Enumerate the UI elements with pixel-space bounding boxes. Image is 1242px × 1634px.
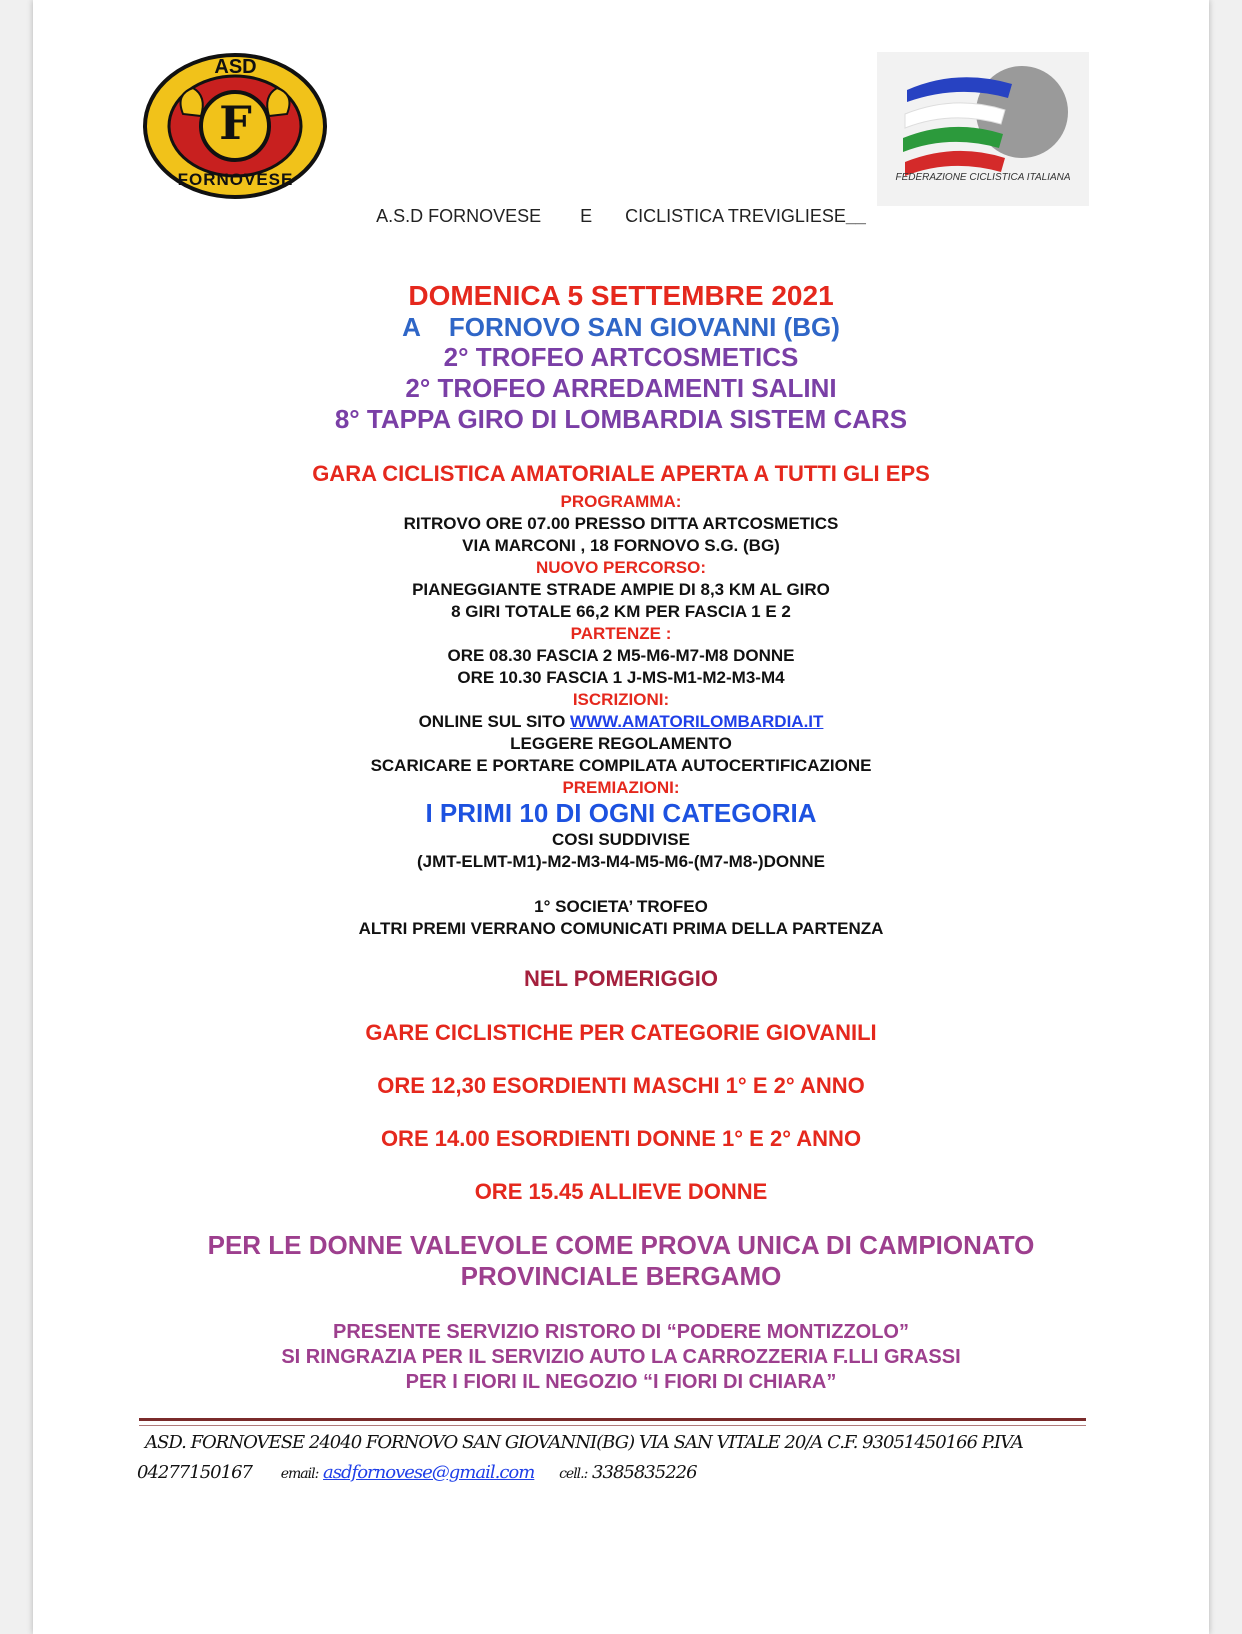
afternoon-slot-1: ORE 12,30 ESORDIENTI MASCHI 1° E 2° ANNO bbox=[377, 1073, 865, 1098]
programma-label: PROGRAMMA: bbox=[560, 492, 682, 511]
percorso-line-2: 8 GIRI TOTALE 66,2 KM PER FASCIA 1 E 2 bbox=[451, 602, 791, 621]
thanks-line-1: PRESENTE SERVIZIO RISTORO DI “PODERE MONTIZZOLO” bbox=[333, 1321, 909, 1343]
partenza-line-2: ORE 10.30 FASCIA 1 J-MS-M1-M2-M3-M4 bbox=[457, 668, 785, 687]
footer-line-2 bbox=[137, 1462, 697, 1483]
iscrizioni-label: ISCRIZIONI: bbox=[572, 690, 670, 709]
asd-fornovese-logo bbox=[143, 52, 328, 200]
event-place bbox=[33, 312, 1209, 343]
logo-letter: F bbox=[219, 96, 252, 150]
percorso-line-1: PIANEGGIANTE STRADE AMPIE DI 8,3 KM AL GIRO bbox=[412, 580, 830, 599]
trophy-artcosmetics: 2° TROFEO ARTCOSMETICS bbox=[443, 342, 799, 372]
fci-caption: FEDERAZIONE CICLISTICA ITALIANA bbox=[895, 172, 1071, 183]
footer-email-label: email: bbox=[280, 1466, 319, 1482]
logo-bottom-text: FORNOVESE bbox=[177, 170, 294, 189]
regolamento-line: LEGGERE REGOLAMENTO bbox=[510, 734, 732, 753]
afternoon-slot-2: ORE 14.00 ESORDIENTI DONNE 1° E 2° ANNO bbox=[380, 1126, 862, 1151]
ritrovo-line: RITROVO ORE 07.00 PRESSO DITTA ARTCOSMETICS bbox=[403, 514, 839, 533]
event-date: DOMENICA 5 SETTEMBRE 2021 bbox=[408, 280, 834, 311]
fci-logo bbox=[877, 52, 1089, 206]
thanks-line-2: SI RINGRAZIA PER IL SERVIZIO AUTO LA CARROZZERIA F.LLI GRASSI bbox=[281, 1346, 961, 1368]
stage-giro-lombardia: 8° TAPPA GIRO DI LOMBARDIA SISTEM CARS bbox=[334, 404, 908, 434]
afternoon-gare-line: GARE CICLISTICHE PER CATEGORIE GIOVANILI bbox=[365, 1020, 877, 1045]
societa-trofeo-line: 1° SOCIETA’ TROFEO bbox=[534, 897, 708, 916]
autocertificazione-line: SCARICARE E PORTARE COMPILATA AUTOCERTIFICAZIONE bbox=[370, 756, 872, 775]
footer-cell: 3385835226 bbox=[592, 1462, 697, 1483]
cosi-suddivise-line: COSI SUDDIVISE bbox=[552, 830, 690, 849]
race-title: GARA CICLISTICA AMATORIALE APERTA A TUTTI GLI EPS bbox=[312, 461, 930, 486]
afternoon-slot-3: ORE 15.45 ALLIEVE DONNE bbox=[474, 1179, 768, 1204]
organizer-conjunction: E bbox=[580, 206, 593, 226]
trophy-arredamenti: 2° TROFEO ARREDAMENTI SALINI bbox=[405, 373, 837, 403]
event-place-prefix: A bbox=[402, 312, 421, 342]
premiazioni-label: PREMIAZIONI: bbox=[562, 778, 680, 797]
footer-email-link[interactable]: asdfornovese@gmail.com bbox=[323, 1462, 535, 1483]
primi-dieci-line: I PRIMI 10 DI OGNI CATEGORIA bbox=[425, 798, 817, 828]
organizer-fornovese: A.S.D FORNOVESE bbox=[376, 206, 542, 226]
partenze-label: PARTENZE : bbox=[570, 624, 672, 643]
partenza-line-1: ORE 08.30 FASCIA 2 M5-M6-M7-M8 DONNE bbox=[447, 646, 795, 665]
organizer-trevigliese: CICLISTICA TREVIGLIESE bbox=[625, 206, 846, 226]
footer-cell-label: cell.: bbox=[559, 1466, 588, 1482]
organizer-underline: __ bbox=[845, 206, 866, 226]
address-line: VIA MARCONI , 18 FORNOVO S.G. (BG) bbox=[462, 536, 780, 555]
categorie-line: (JMT-ELMT-M1)-M2-M3-M4-M5-M6-(M7-M8-)DONNE bbox=[417, 852, 825, 871]
event-place-name: FORNOVO SAN GIOVANNI (BG) bbox=[448, 312, 840, 342]
footer-rule bbox=[139, 1418, 1086, 1426]
document-page bbox=[33, 0, 1209, 1634]
footer-phone: 04277150167 bbox=[137, 1462, 252, 1483]
afternoon-title: NEL POMERIGGIO bbox=[524, 966, 718, 991]
amatori-lombardia-link[interactable]: WWW.AMATORILOMBARDIA.IT bbox=[570, 712, 824, 731]
organizers-line bbox=[33, 206, 1209, 227]
online-line bbox=[33, 712, 1209, 732]
online-prefix: ONLINE SUL SITO bbox=[418, 712, 571, 731]
percorso-label: NUOVO PERCORSO: bbox=[535, 558, 707, 577]
footer-line-1: ASD. FORNOVESE 24040 FORNOVO SAN GIOVANNI(BG) VIA SAN VITALE 20/A C.F. 93051450166 P.IVA bbox=[145, 1432, 1023, 1453]
championship-line-1: PER LE DONNE VALEVOLE COME PROVA UNICA DI CAMPIONATO bbox=[207, 1230, 1035, 1260]
thanks-line-3: PER I FIORI IL NEGOZIO “I FIORI DI CHIARA” bbox=[405, 1371, 837, 1393]
altri-premi-line: ALTRI PREMI VERRANO COMUNICATI PRIMA DELLA PARTENZA bbox=[358, 919, 884, 938]
championship-line-2: PROVINCIALE BERGAMO bbox=[460, 1261, 782, 1291]
logo-top-text: ASD bbox=[214, 56, 257, 78]
